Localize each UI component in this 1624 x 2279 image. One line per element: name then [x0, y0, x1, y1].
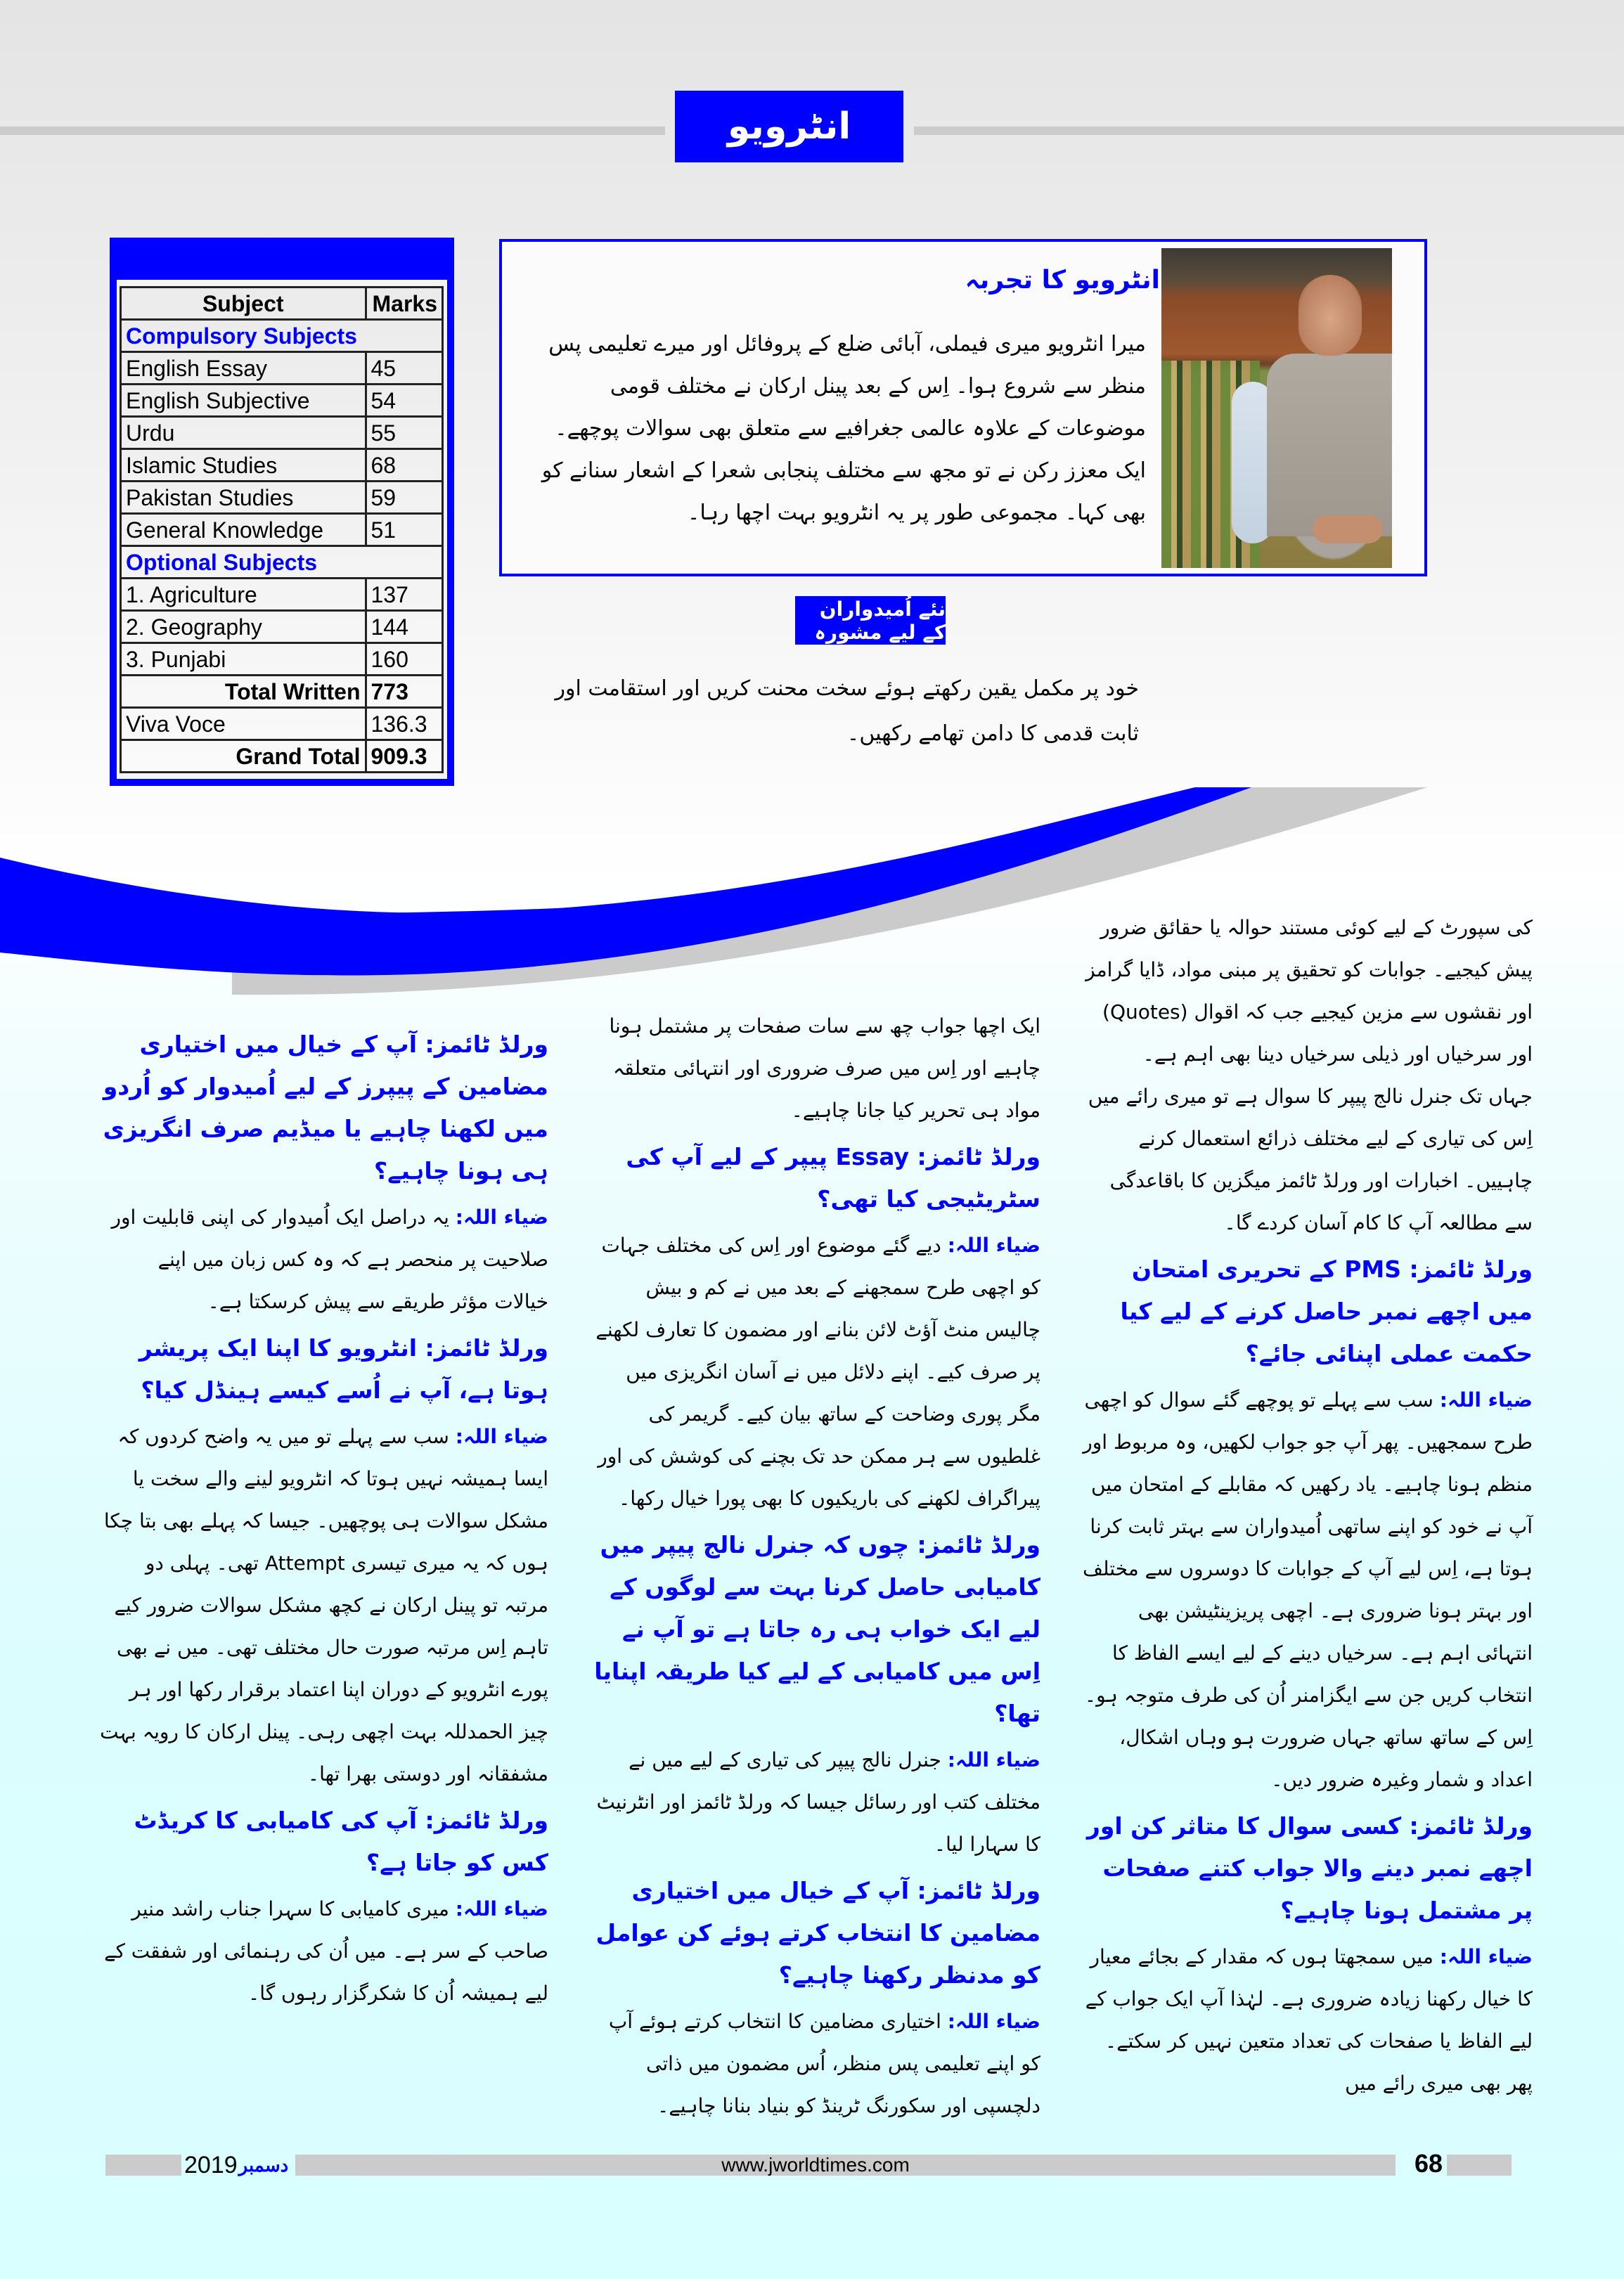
question-heading: ورلڈ ٹائمز: آپ کے خیال میں اختیاری مضامین کے پیپرز کے لیے اُمیدوار کو اُردو میں لکھنا چاہیے یا میڈیم صرف انگریزی ہی ہونا چاہیے؟ [103, 1031, 548, 1184]
question-heading: ورلڈ ٹائمز: آپ کی کامیابی کا کریڈٹ کس کو جاتا ہے؟ [134, 1807, 548, 1876]
column-header-marks: Marks [366, 288, 443, 320]
table-row: 2. Geography 144 [121, 611, 443, 643]
paragraph: ایک اچھا جواب چھ سے سات صفحات پر مشتمل ہونا چاہیے اور اِس میں صرف ضروری اور انتہائی متعلقہ مواد ہی تحریر کیا جانا چاہیے۔ [609, 1014, 1040, 1122]
marks-table [120, 286, 444, 773]
question-heading: ورلڈ ٹائمز: انٹرویو کا اپنا ایک پریشر ہوتا ہے، آپ نے اُسے کیسے ہینڈل کیا؟ [138, 1334, 548, 1404]
answer-paragraph [591, 1225, 1040, 1520]
answer-paragraph [98, 1888, 548, 2015]
viva-row: Viva Voce 136.3 [121, 708, 443, 740]
footer-issue-date [184, 2150, 288, 2181]
table-header-row [121, 288, 443, 320]
table-row: Urdu 55 [121, 417, 443, 449]
header-rule-left [0, 127, 665, 135]
article-column-left [98, 1019, 548, 2015]
footer-bar-right [1447, 2155, 1512, 2176]
interviewee-photo [1161, 248, 1392, 568]
advice-text: خود پر مکمل یقین رکھتے ہوئے سخت محنت کریں اور استقامت اور ثابت قدمی کا دامن تھامے رکھیں۔ [555, 676, 1139, 746]
answer-text: سب سے پہلے تو پوچھے گئے سوال کو اچھی طرح سمجھیں۔ پھر آپ جو جواب لکھیں، وہ مربوط اور منظم ہونا چاہیے۔ یاد رکھیں کہ مقابلے کے امتحان میں آپ نے خود کو اپنے ساتھی اُمیدواران سے بہتر ثابت کرنا ہوتا ہے، اِس لیے آپ کے جوابات کا دوسروں سے مختلف اور بہتر ہونا ضروری ہے۔ اچھی پریزینٹیشن بھی انتہائی اہم ہے۔ سرخیاں دینے کے لیے ایسے الفاظ کا انتخاب کریں جن سے ایگزامنر اُن کی طرف متوجہ ہو۔ اِس کے ساتھ ساتھ جہاں ضرورت ہو وہاں اشکال، اعداد و شمار وغیرہ ضرور دیں۔ [1083, 1388, 1533, 1791]
speaker-label: ضیاء اللہ: [1439, 1945, 1533, 1968]
paragraph: کی سپورٹ کے لیے کوئی مستند حوالہ یا حقائق ضرور پیش کیجیے۔ جوابات کو تحقیق پر مبنی مواد، ڈایا گرامز اور نقشوں سے مزین کیجیے جب کہ اقوال (Quotes) اور سرخیاں اور ذیلی سرخیاں دینا بھی اہم ہے۔ [1085, 916, 1533, 1066]
speaker-label: ضیاء اللہ: [947, 2010, 1040, 2033]
answer-text: میں سمجھتا ہوں کہ مقدار کے بجائے معیار کا خیال رکھنا زیادہ ضروری ہے۔ لہٰذا آپ ایک جواب کے لیے الفاظ یا صفحات کی تعداد متعین نہیں کر سکتے۔ پھر بھی میری رائے میں [1085, 1945, 1533, 2095]
footer-website-link[interactable]: www.jworldtimes.com [721, 2154, 910, 2176]
advice-label: نئے اُمیدواران کے لیے مشورہ [795, 596, 946, 645]
table-row: Islamic Studies 68 [121, 449, 443, 482]
table-row: General Knowledge 51 [121, 514, 443, 546]
page-number: 68 [1414, 2149, 1443, 2178]
section-title: انٹرویو [675, 91, 903, 162]
column-header-subject: Subject [121, 288, 366, 320]
header-rule-right [914, 127, 1624, 135]
answer-paragraph [1083, 1379, 1533, 1801]
question-heading: ورلڈ ٹائمز: PMS کے تحریری امتحان میں اچھے نمبر حاصل کرنے کے لیے کیا حکمت عملی اپنائی جائے؟ [1120, 1255, 1533, 1367]
speaker-label: ضیاء اللہ: [455, 1425, 548, 1448]
section-row-optional: Optional Subjects [121, 546, 443, 579]
answer-paragraph [591, 2001, 1040, 2127]
article-column-middle [591, 1005, 1040, 2127]
answer-text: اختیاری مضامین کا انتخاب کرتے ہوئے آپ کو اپنے تعلیمی پس منظر، اُس مضمون میں ذاتی دلچسپی اور سکورنگ ٹرینڈ کو بنیاد بنانا چاہیے۔ [608, 2010, 1040, 2117]
speaker-label: ضیاء اللہ: [455, 1206, 548, 1229]
table-row: 1. Agriculture 137 [121, 579, 443, 611]
speaker-label: ضیاء اللہ: [947, 1234, 1040, 1257]
photo-vest [1267, 354, 1392, 536]
photo-head [1298, 275, 1362, 356]
answer-text: سب سے پہلے تو میں یہ واضح کردوں کہ ایسا ہمیشہ نہیں ہوتا کہ انٹرویو لینے والے سخت یا مشکل سوالات ہی پوچھیں۔ جیسا کہ پہلے بھی بتا چکا ہوں کہ یہ میری تیسری Attempt تھی۔ پہلی دو مرتبہ تو پینل ارکان نے کچھ مشکل سوالات ضرور کیے تاہم اِس مرتبہ صورت حال مختلف تھی۔ میں نے بھی پورے انٹرویو کے دوران اپنا اعتماد برقرار رکھا اور ہر چیز الحمدللہ بہت اچھی رہی۔ پینل ارکان کا رویہ بہت مشفقانہ اور دوستی بھرا تھا۔ [100, 1425, 548, 1786]
table-row: English Subjective 54 [121, 385, 443, 417]
question-heading: ورلڈ ٹائمز: آپ کے خیال میں اختیاری مضامین کا انتخاب کرتے ہوئے کن عوامل کو مدنظر رکھنا چاہیے؟ [595, 1877, 1040, 1989]
footer-month: دسمبر [238, 2155, 289, 2176]
answer-paragraph [591, 1739, 1040, 1866]
speaker-label: ضیاء اللہ: [1439, 1388, 1533, 1412]
article-column-right [1083, 907, 1533, 2105]
table-row: 3. Punjabi 160 [121, 643, 443, 676]
footer-year: 2019 [184, 2152, 238, 2178]
answer-paragraph [98, 1416, 548, 1795]
speaker-label: ضیاء اللہ: [947, 1748, 1040, 1771]
interview-experience-title: انٹرویو کا تجربہ [965, 266, 1160, 295]
interview-experience-body: میرا انٹرویو میری فیملی، آبائی ضلع کے پروفائل اور میرے تعلیمی پس منظر سے شروع ہوا۔ اِس کے بعد پینل ارکان نے مختلف قومی موضوعات کے علاوہ عالمی جغرافیے سے متعلق بھی سوالات پوچھے۔ ایک معزز رکن نے تو مجھ سے مختلف پنجابی شعرا کے اشعار سنانے کو بھی کہا۔ مجموعی طور پر یہ انٹرویو بہت اچھا رہا۔ [541, 332, 1146, 525]
answer-text: میری کامیابی کا سہرا جناب راشد منیر صاحب کے سر ہے۔ میں اُن کی رہنمائی اور شفقت کے لیے ہمیشہ اُن کا شکرگزار رہوں گا۔ [104, 1897, 548, 2005]
answer-text: دیے گئے موضوع اور اِس کی مختلف جہات کو اچھی طرح سمجھنے کے بعد میں نے کم و بیش چالیس منٹ آؤٹ لائن بنانے اور مضمون کا تعارف لکھنے پر صرف کیے۔ اپنے دلائل میں نے آسان انگریزی میں مگر پوری وضاحت کے ساتھ بیان کیے۔ گریمر کی غلطیوں سے ہر ممکن حد تک بچنے کی کوشش کی اور پیراگراف لکھنے کی باریکیوں کا بھی پورا خیال رکھا۔ [595, 1234, 1040, 1510]
photo-hands [1313, 515, 1383, 543]
section-row-compulsory: Compulsory Subjects [121, 320, 443, 352]
total-written-row: Total Written 773 [121, 676, 443, 708]
grand-total-row: Grand Total 909.3 [121, 740, 443, 773]
speaker-label: ضیاء اللہ: [455, 1897, 548, 1920]
answer-paragraph [98, 1196, 548, 1323]
question-heading: ورلڈ ٹائمز: کسی سوال کا متاثر کن اور اچھے نمبر دینے والا جواب کتنے صفحات پر مشتمل ہونا چاہیے؟ [1086, 1812, 1533, 1924]
answer-text: جنرل نالج پیپر کی تیاری کے لیے میں نے مختلف کتب اور رسائل جیسا کہ ورلڈ ٹائمز اور انٹرنیٹ کا سہارا لیا۔ [596, 1748, 1040, 1856]
answer-paragraph [1083, 1936, 1533, 2105]
footer-bar-left [105, 2155, 181, 2176]
paragraph: جہاں تک جنرل نالج پیپر کا سوال ہے تو میری رائے میں اِس کی تیاری کے لیے مختلف ذرائع استعمال کرنے چاہییں۔ اخبارات اور ورلڈ ٹائمز میگزین کا باقاعدگی سے مطالعہ آپ کا کام آسان کردے گا۔ [1088, 1085, 1533, 1234]
table-row: Pakistan Studies 59 [121, 482, 443, 514]
question-heading: ورلڈ ٹائمز: چوں کہ جنرل نالج پیپر میں کامیابی حاصل کرنا بہت سے لوگوں کے لیے ایک خواب ہی رہ جاتا ہے تو آپ نے اِس میں کامیابی کے لیے کیا طریقہ اپنایا تھا؟ [594, 1531, 1040, 1727]
answer-text: یہ دراصل ایک اُمیدوار کی اپنی قابلیت اور صلاحیت پر منحصر ہے کہ وہ کس زبان میں اپنے خیالات مؤثر طریقے سے پیش کرسکتا ہے۔ [111, 1206, 548, 1313]
table-row: English Essay 45 [121, 352, 443, 385]
question-heading: ورلڈ ٹائمز: Essay پیپر کے لیے آپ کی سٹریٹیجی کیا تھی؟ [626, 1143, 1040, 1213]
